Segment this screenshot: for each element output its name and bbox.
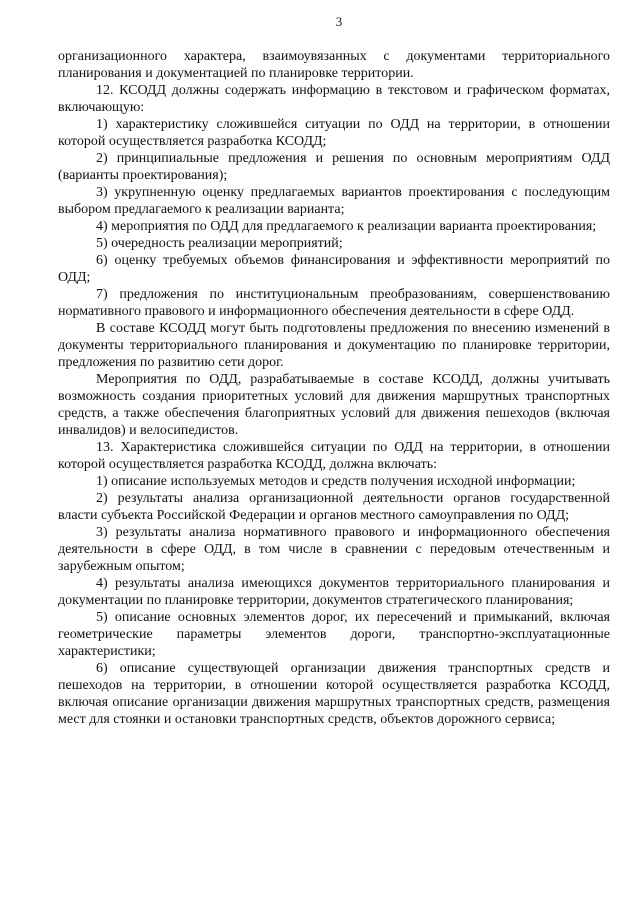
list-item-12-6: 6) оценку требуемых объемов финансирования и эффективности мероприятий по ОДД; — [58, 253, 610, 285]
paragraph-continuation: организационного характера, взаимоувязанных с документами территориального планирования и документацией по планировке территории. — [58, 49, 610, 81]
paragraph-measures: Мероприятия по ОДД, разрабатываемые в составе КСОДД, должны учитывать возможность создания приоритетных условий для движения маршрутных транспортных средств, а также обеспечения благоприятных условий для движения пешеходов (включая инвалидов) и велосипедистов. — [58, 372, 610, 438]
paragraph-proposals: В составе КСОДД могут быть подготовлены предложения по внесению изменений в документы территориального планирования и документацию по планировке территории, предложения по развитию сети дорог. — [58, 321, 610, 370]
document-body — [58, 48, 610, 728]
list-item-12-7: 7) предложения по институциональным преобразованиям, совершенствованию нормативного правового и информационного обеспечения деятельности в сфере ОДД. — [58, 287, 610, 319]
paragraph-item-12: 12. КСОДД должны содержать информацию в текстовом и графическом форматах, включающую: — [58, 83, 610, 115]
list-item-12-2: 2) принципиальные предложения и решения по основным мероприятиям ОДД (варианты проектирования); — [58, 151, 610, 183]
page-number: 3 — [335, 14, 343, 29]
list-item-13-3: 3) результаты анализа нормативного правового и информационного обеспечения деятельности в сфере ОДД, в том числе в сравнении с передовым отечественным и зарубежным опытом; — [58, 525, 610, 574]
list-item-13-6: 6) описание существующей организации движения транспортных средств и пешеходов на территории, в отношении которой осуществляется разработка КСОДД, включая описание организации движения маршрутных транспортных средств, размещения мест для стоянки и остановки транспортных средств, объектов дорожного сервиса; — [58, 661, 610, 727]
list-item-12-4: 4) мероприятия по ОДД для предлагаемого к реализации варианта проектирования; — [96, 219, 597, 234]
list-item-13-2: 2) результаты анализа организационной деятельности органов государственной власти субъекта Российской Федерации и органов местного самоуправления по ОДД; — [58, 491, 610, 523]
list-item-12-5: 5) очередность реализации мероприятий; — [96, 236, 343, 251]
list-item-12-1: 1) характеристику сложившейся ситуации по ОДД на территории, в отношении которой осуществляется разработка КСОДД; — [58, 117, 610, 149]
list-item-13-5: 5) описание основных элементов дорог, их пересечений и примыканий, включая геометрические параметры элементов дороги, транспортно-эксплуатационные характеристики; — [58, 610, 610, 659]
list-item-12-3: 3) укрупненную оценку предлагаемых вариантов проектирования с последующим выбором предлагаемого к реализации варианта; — [58, 185, 610, 217]
paragraph-item-13: 13. Характеристика сложившейся ситуации по ОДД на территории, в отношении которой осуществляется разработка КСОДД, должна включать: — [58, 440, 610, 472]
list-item-13-4: 4) результаты анализа имеющихся документов территориального планирования и документации по планировке территории, документов стратегического планирования; — [58, 576, 610, 608]
list-item-13-1: 1) описание используемых методов и средств получения исходной информации; — [96, 474, 576, 489]
